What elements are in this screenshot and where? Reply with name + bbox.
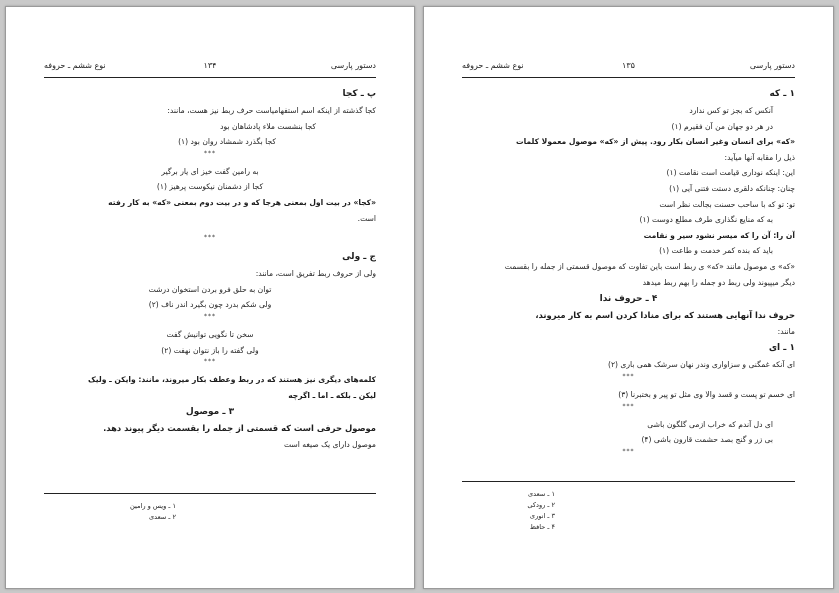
right-page [423, 6, 834, 589]
section-heading: ۱ ـ که [769, 89, 795, 99]
text-line: ای آنکه غمگنی و سزاواری وندر نهان سرشک همی باری (۲) [607, 360, 795, 370]
section-heading: ۱ ـ ای [768, 343, 795, 354]
chapter-title: نوع ششم ـ حروفه [462, 61, 524, 70]
text-line: حروف ندا آنهایی هستند که برای منادا کردن اسم به کار میروند، [535, 310, 795, 321]
text-line: آنکس که بجز تو کس ندارد [689, 106, 773, 115]
text-line: مانند: [777, 326, 795, 336]
text-line: کجا بگذرد شمشاد روان بود (۱) [178, 137, 276, 147]
text-line: این: اینکه نوداری قیامت است نقامت (۱) [666, 168, 795, 178]
text-line: کجا از دشمنان نیکوست پرهیز (۱) [156, 182, 264, 192]
header-rule [462, 77, 795, 78]
text-line: لیکن ـ بلکه ـ اما ـ اگرچه [288, 390, 376, 400]
ornament-separator: *** [622, 402, 635, 410]
footnote: ۱ ـ ویس و رامین [129, 502, 176, 510]
section-heading: ج ـ ولی [342, 252, 376, 263]
text-line: «کجا» در بیت اول بمعنی هرجا که و در بیت دوم بمعنی «که» به کار رفته [108, 197, 376, 207]
ornament-separator: *** [622, 447, 635, 455]
running-head [44, 59, 376, 77]
book-title: دستور پارسی [749, 61, 795, 70]
text-line: موصول دارای یک صیغه است [283, 439, 376, 449]
left-page [5, 6, 415, 589]
text-line: در هر دو جهان من آن فقیرم (۱) [671, 121, 773, 131]
text-line: ذیل را مقابه آنها میآید: [724, 152, 795, 162]
text-line: ای دل آندم که خراب ازمی گلگون باشی [647, 419, 773, 429]
text-line: بی زر و گنج بصد حشمت قارون باشی (۴) [641, 435, 773, 445]
text-line: کجا بنشست ملاء پادشاهان بود [220, 121, 316, 131]
footnote: ۴ ـ حافظ [529, 523, 555, 531]
ornament-separator: *** [204, 312, 216, 320]
text-line: ولی گفته را باز نتوان نهفت (۲) [161, 345, 259, 355]
text-line: «که» برای انسان وغیر انسان بکار رود. پیش از «که» موصول معمولا کلمات [515, 137, 795, 147]
text-line: چنان: چنانکه دلقری دستت فتنی آیی (۱) [669, 183, 795, 193]
text-line: موصول حرفی است که قسمتی از جمله را بقسمت دیگر پیوند دهد. [103, 423, 376, 434]
text-line: به رامین گفت خیز ای یار برگیر [161, 166, 259, 176]
running-head [462, 59, 795, 77]
ornament-separator: *** [204, 149, 216, 157]
chapter-title: نوع ششم ـ حروفه [44, 61, 106, 70]
spacer [44, 226, 376, 234]
page-body [44, 85, 376, 453]
footnote-rule [44, 493, 376, 494]
footnotes [462, 489, 795, 533]
text-line: است. [357, 213, 376, 223]
page-number: ۱۳۵ [622, 61, 635, 70]
text-line: دیگر میپیوند ولی ربط دو جمله را بهم ربط میدهد [642, 277, 795, 287]
book-title: دستور پارسی [330, 61, 376, 70]
text-line: به که منایع نگذاری طرف مطلع دوست (۱) [639, 215, 773, 225]
section-heading: ۳ ـ موصول [185, 407, 235, 418]
text-line: کلمه‌های دیگری نیز هستند که در ربط وعطف بکار میروند، مانند: وایکن ـ ولیک [87, 375, 376, 385]
footnote: ۱ ـ سعدی [528, 490, 555, 498]
text-line: ای خسم تو پست و قسد والا وی مثل تو پیر و بختبرنا (۳) [618, 389, 795, 399]
footnotes [44, 501, 376, 523]
text-line: توان به حلق فرو بردن استخوان درشت [148, 284, 272, 294]
footnote: ۲ ـ سعدی [149, 513, 176, 521]
header-rule [44, 77, 376, 78]
text-line: کجا گذشته از اینکه اسم استفهامیاست حرف ربط نیز هست، مانند: [167, 106, 376, 115]
text-line: ولی شکم بدرد چون بگیرد اندر ناف (۲) [148, 300, 272, 310]
text-line: آن را: آن را که میسر نشود سیر و نقامت [643, 230, 795, 240]
ornament-separator: *** [204, 234, 216, 242]
ornament-separator: *** [204, 358, 216, 366]
ornament-separator: *** [622, 372, 635, 380]
section-heading: پ ـ کجا [342, 89, 376, 99]
page-body [462, 85, 795, 462]
text-line: سخن تا نگویی توانیش گفت [166, 329, 254, 339]
text-line: ولی از حروف ربط تفریق است، مانند: [255, 269, 376, 279]
text-line: تو: تو که با ساحب حسنت بجالت نظر است [659, 199, 795, 209]
footnote: ۳ ـ انوری [529, 512, 555, 520]
footnote: ۲ ـ رودکی [527, 501, 555, 509]
footnote-rule [462, 481, 795, 482]
text-line: باید که بنده کمر خدمت و طاعت (۱) [659, 246, 773, 256]
text-line: «که» ی موصول مانند «که» ی ربط است باین تفاوت که موصول قسمتی از جمله را بقسمت [504, 261, 795, 271]
section-heading: ۴ ـ حروف ندا [599, 294, 658, 305]
page-number: ۱۳۴ [203, 61, 217, 70]
